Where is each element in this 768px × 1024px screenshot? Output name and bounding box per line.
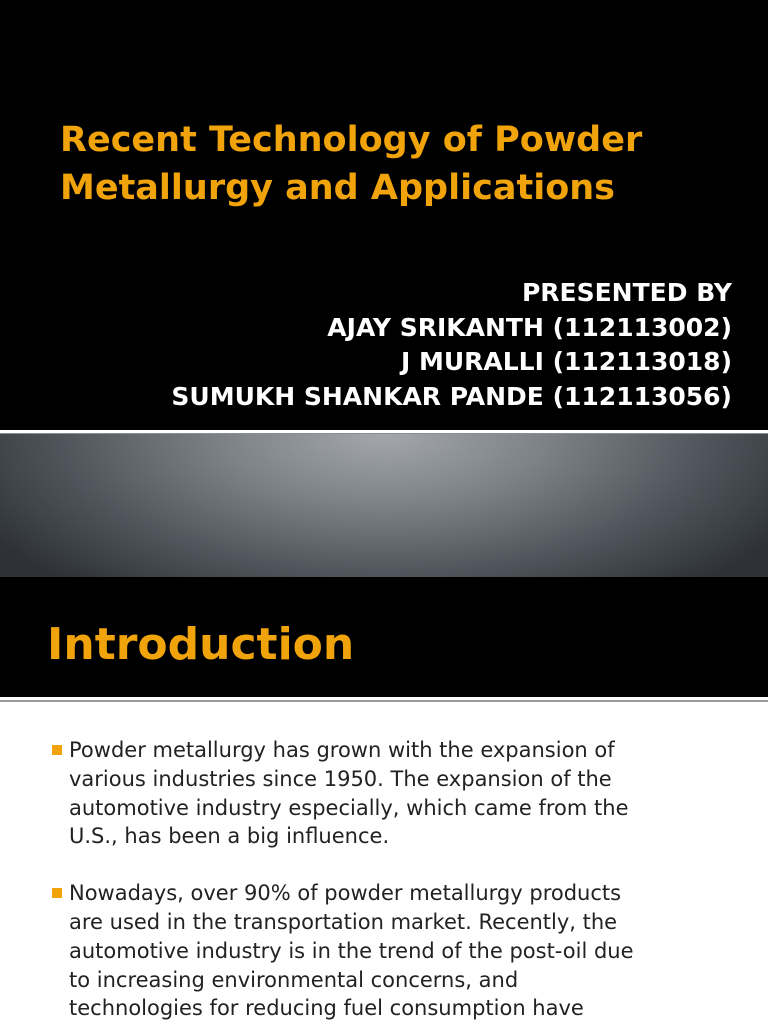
intro-content [0, 702, 768, 1023]
square-bullet-icon [52, 888, 62, 898]
slide-title-line-2: Metallurgy and Applications [60, 168, 615, 208]
presented-by-label: PRESENTED BY [521, 278, 732, 307]
bullet-item [52, 736, 728, 851]
bullet-line: technologies for reducing fuel consumption have [69, 996, 584, 1021]
bullet-line: are used in the transportation market. Recently, the [69, 909, 618, 934]
presenters-block [171, 276, 732, 414]
bullet-item [52, 879, 728, 1023]
bullet-line: automotive industry is in the trend of the post-oil due [69, 938, 634, 963]
bullet-line: U.S., has been a big influence. [69, 824, 390, 849]
slide-title-line-1: Recent Technology of Powder [60, 120, 643, 160]
square-bullet-icon [52, 745, 62, 755]
bullet-line: various industries since 1950. The expansion of the [69, 766, 612, 791]
intro-slide-header [0, 577, 768, 697]
slide-decorative-band [0, 433, 768, 577]
bullet-line: Powder metallurgy has grown with the expansion of [69, 738, 615, 762]
presenter-name: J MURALLI (112113018) [400, 347, 732, 376]
slide-title [60, 116, 750, 212]
bullet-line: automotive industry especially, which came from the [69, 795, 629, 820]
intro-title: Introduction [47, 619, 355, 670]
title-slide [0, 0, 768, 430]
presenter-name: SUMUKH SHANKAR PANDE (112113056) [171, 381, 732, 411]
presenter-name: AJAY SRIKANTH (112113002) [327, 312, 732, 342]
bullet-line: to increasing environmental concerns, and [69, 967, 519, 992]
bullet-line: Nowadays, over 90% of powder metallurgy products [69, 881, 622, 906]
